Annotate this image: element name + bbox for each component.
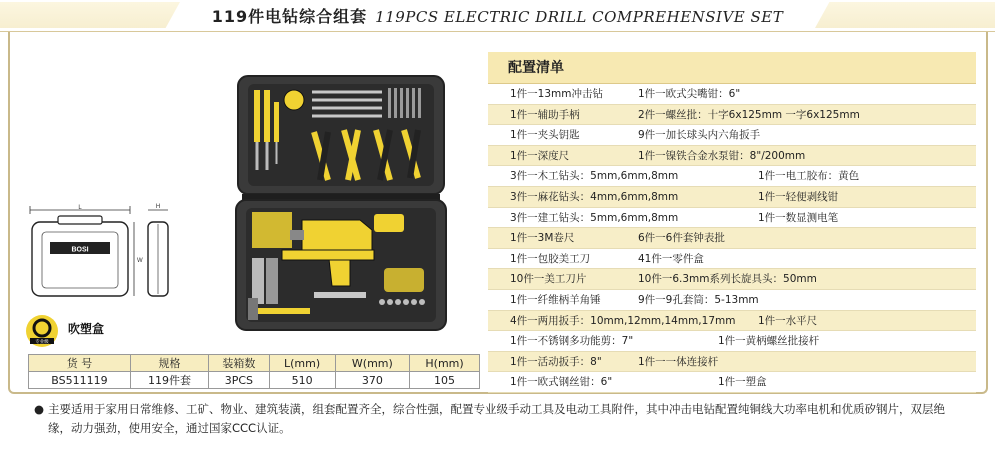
config-item-right: 1件一镍铁合金水泵钳：8"/200mm — [638, 149, 806, 162]
config-item-right: 10件一6.3mm系列长旋具头：50mm — [638, 273, 817, 286]
title-bar — [0, 0, 995, 32]
config-item-left: 1件一纤维柄羊角锤 — [510, 293, 601, 306]
spec-qty: 3PCS — [209, 372, 269, 389]
blow-case-badge — [68, 320, 104, 337]
config-item-left: 10件一美工刀片 — [510, 273, 587, 286]
spec-table-header — [29, 355, 480, 372]
list-item — [488, 372, 976, 393]
config-rows — [488, 84, 976, 393]
config-title: 配置清单 — [488, 52, 976, 84]
spec-header-h: H(mm) — [410, 355, 480, 372]
tool-case-photo — [232, 72, 450, 334]
blow-case-label: 吹塑盒 — [68, 322, 105, 336]
config-item-right: 1件一一体连接杆 — [638, 355, 719, 368]
config-item-right: 1件一欧式尖嘴钳：6" — [638, 88, 741, 100]
config-item-left: 1件一活动扳手：8" — [510, 355, 602, 368]
config-item-right: 9件一9孔套筒：5-13mm — [638, 293, 759, 306]
config-item-left: 1件一3M卷尺 — [510, 232, 575, 245]
list-item — [488, 228, 976, 249]
config-item-right: 1件一电工胶布：黄色 — [758, 170, 860, 183]
config-list — [488, 52, 976, 393]
description-text: 主要适用于家用日常维修、工矿、物业、建筑装潢，组套配置齐全，综合性强，配置专业级手动工具及电动工具附件，其中冲击电钻配置纯铜线大功率电机和优质矽钢片，双层绝缘，动力强劲，使用安全，通过国家CCC认证。 — [48, 402, 945, 435]
spec-header-l: L(mm) — [269, 355, 335, 372]
table-row — [29, 372, 480, 389]
spec-table — [28, 354, 480, 389]
config-item-left: 1件一夹头钥匙 — [510, 129, 580, 142]
config-item-right: 2件一螺丝批：十字6x125mm 一字6x125mm — [638, 108, 860, 121]
config-item-right: 1件一数显测电笔 — [758, 211, 839, 224]
list-item — [488, 311, 976, 332]
spec-spec: 119件套 — [130, 372, 208, 389]
spec-item-no: BS511119 — [29, 372, 131, 389]
list-item — [488, 352, 976, 373]
list-item — [488, 208, 976, 229]
title-english: 119PCS ELECTRIC DRILL COMPREHENSIVE SET — [375, 8, 784, 26]
spec-l: 510 — [269, 372, 335, 389]
config-item-right: 1件一黄柄螺丝批接杆 — [718, 335, 820, 348]
list-item — [488, 125, 976, 146]
config-item-left: 3件一建工钻头：5mm,6mm,8mm — [510, 211, 679, 224]
config-item-right: 1件一塑盒 — [718, 376, 767, 389]
config-item-left: 1件一深度尺 — [510, 149, 570, 162]
config-item-left: 3件一木工钻头：5mm,6mm,8mm — [510, 170, 679, 183]
case-side-drawing — [140, 202, 174, 306]
spec-header-spec: 规格 — [130, 355, 208, 372]
spec-header-item-no: 货 号 — [29, 355, 131, 372]
title-chinese: 119件电钻综合组套 — [211, 7, 368, 26]
list-item — [488, 146, 976, 167]
config-item-left: 4件一两用扳手：10mm,12mm,14mm,17mm — [510, 314, 736, 327]
spec-header-qty: 装箱数 — [209, 355, 269, 372]
cert-text: 专业级 — [35, 340, 49, 345]
config-item-left: 1件一欧式钢丝钳：6" — [510, 376, 613, 389]
list-item — [488, 269, 976, 290]
config-item-right: 41件一零件盒 — [638, 252, 704, 265]
spec-h: 105 — [410, 372, 480, 389]
bullet-icon: ● — [34, 402, 45, 416]
list-item — [488, 187, 976, 208]
config-item-left: 1件一不锈钢多功能剪：7" — [510, 335, 634, 348]
config-item-left: 3件一麻花钻头：4mm,6mm,8mm — [510, 190, 679, 203]
list-item — [488, 249, 976, 270]
config-item-right: 6件一6件套钟表批 — [638, 232, 725, 245]
brand-text: BOSI — [71, 246, 89, 254]
spec-w: 370 — [335, 372, 409, 389]
case-front-drawing — [20, 202, 143, 306]
config-item-left: 1件一包胶美工刀 — [510, 252, 591, 265]
dim-w-label: W — [137, 258, 143, 264]
config-item-right: 1件一轻便剥线钳 — [758, 190, 839, 203]
description — [34, 400, 964, 438]
list-item — [488, 105, 976, 126]
list-item — [488, 290, 976, 311]
page-title — [0, 4, 995, 27]
config-item-right: 9件一加长球头内六角扳手 — [638, 129, 761, 142]
config-item-left: 1件一13mm冲击钻 — [510, 88, 603, 100]
professional-grade-icon — [24, 314, 60, 348]
config-item-right: 1件一水平尺 — [758, 314, 818, 327]
config-item-left: 1件一辅助手柄 — [510, 108, 580, 121]
list-item — [488, 166, 976, 187]
list-item — [488, 331, 976, 352]
spec-header-w: W(mm) — [335, 355, 409, 372]
dim-l-label: L — [78, 205, 82, 211]
list-item — [488, 84, 976, 105]
dim-h-label: H — [155, 204, 161, 210]
